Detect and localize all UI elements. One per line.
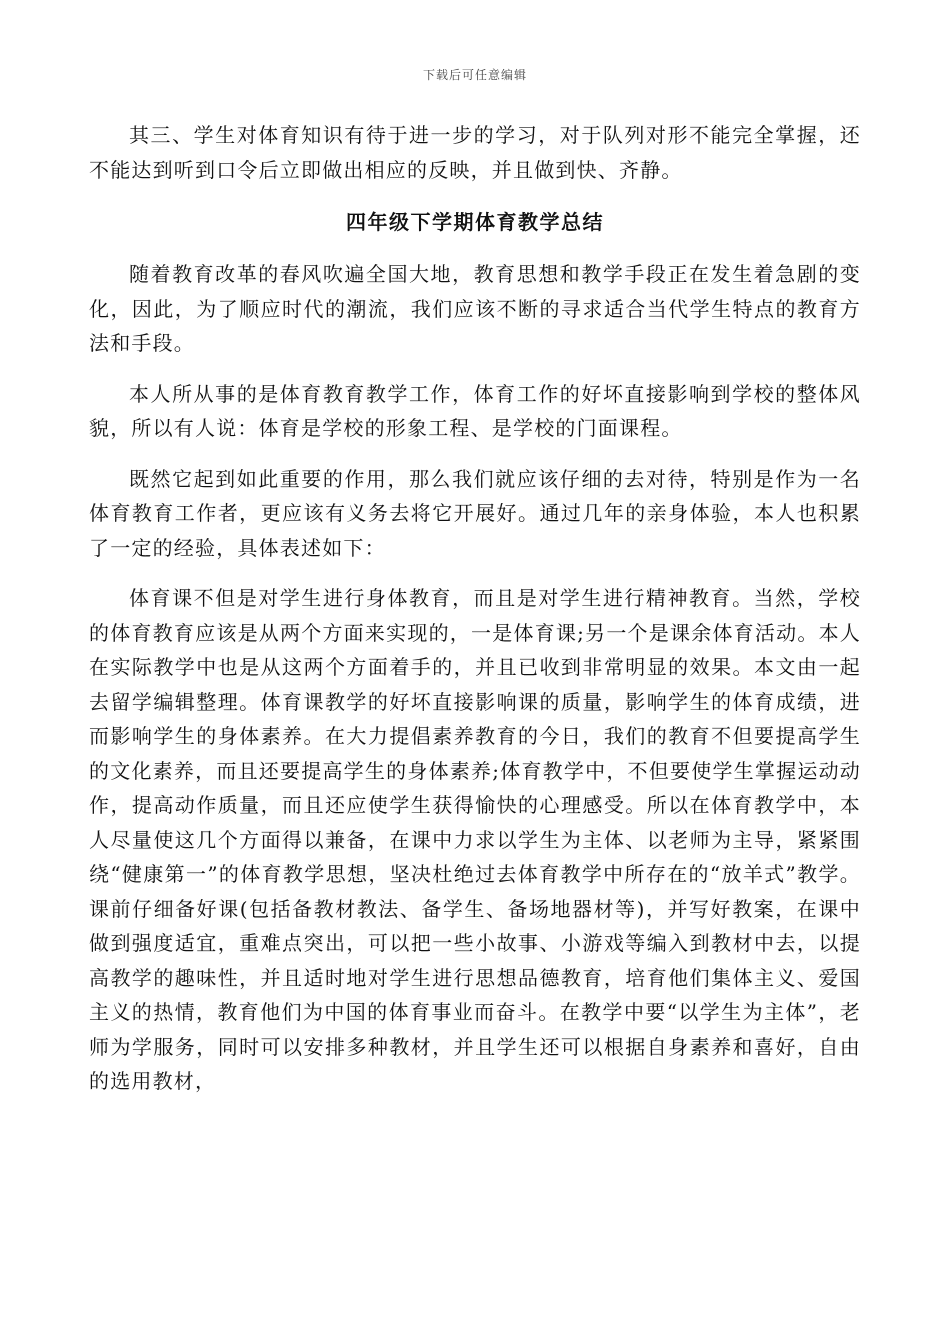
paragraph-4: 体育课不但是对学生进行身体教育，而且是对学生进行精神教育。当然，学校的体育教育应该是从两个方面来实现的，一是体育课;另一个是课余体育活动。本人在实际教学中也是从这两个方面着手的，并且已收到非常明显的效果。本文由一起去留学编辑整理。体育课教学的好坏直接影响课的质量，影响学生的体育成绩，进而影响学生的身体素养。在大力提倡素养教育的今日，我们的教育不但要提高学生的文化素养，而且还要提高学生的身体素养;体育教学中，不但要使学生掌握运动动作，提高动作质量，而且还应使学生获得愉快的心理感受。所以在体育教学中，本人尽量使这几个方面得以兼备，在课中力求以学生为主体、以老师为主导，紧紧围绕“健康第一”的体育教学思想，坚决杜绝过去体育教学中所存在的“放羊式”教学。课前仔细备好课(包括备教材教法、备学生、备场地器材等)，并写好教案，在课中做到强度适宜，重难点突出，可以把一些小故事、小游戏等编入到教材中去，以提高教学的趣味性，并且适时地对学生进行思想品德教育，培育他们集体主义、爱国主义的热情，教育他们为中国的体育事业而奋斗。在教学中要“以学生为主体”，老师为学服务，同时可以安排多种教材，并且学生还可以根据自身素养和喜好，自由的选用教材，	[89, 586, 861, 1093]
paragraph-3: 既然它起到如此重要的作用，那么我们就应该仔细的去对待，特别是作为一名体育教育工作者，更应该有义务去将它开展好。通过几年的亲身体验，本人也积累了一定的经验，具体表述如下：	[89, 466, 861, 560]
paragraph-2: 本人所从事的是体育教育教学工作，体育工作的好坏直接影响到学校的整体风貌，所以有人说：体育是学校的形象工程、是学校的门面课程。	[89, 381, 861, 440]
document-body	[89, 118, 861, 1099]
intro-paragraph: 其三、学生对体育知识有待于进一步的学习，对于队列对形不能完全掌握，还不能达到听到口令后立即做出相应的反映，并且做到快、齐静。	[89, 123, 861, 182]
page-header: 下载后可任意编辑	[422, 68, 527, 82]
section-title: 四年级下学期体育教学总结	[346, 210, 604, 234]
paragraph-1: 随着教育改革的春风吹遍全国大地，教育思想和教学手段正在发生着急剧的变化，因此，为了顺应时代的潮流，我们应该不断的寻求适合当代学生特点的教育方法和手段。	[89, 262, 861, 355]
